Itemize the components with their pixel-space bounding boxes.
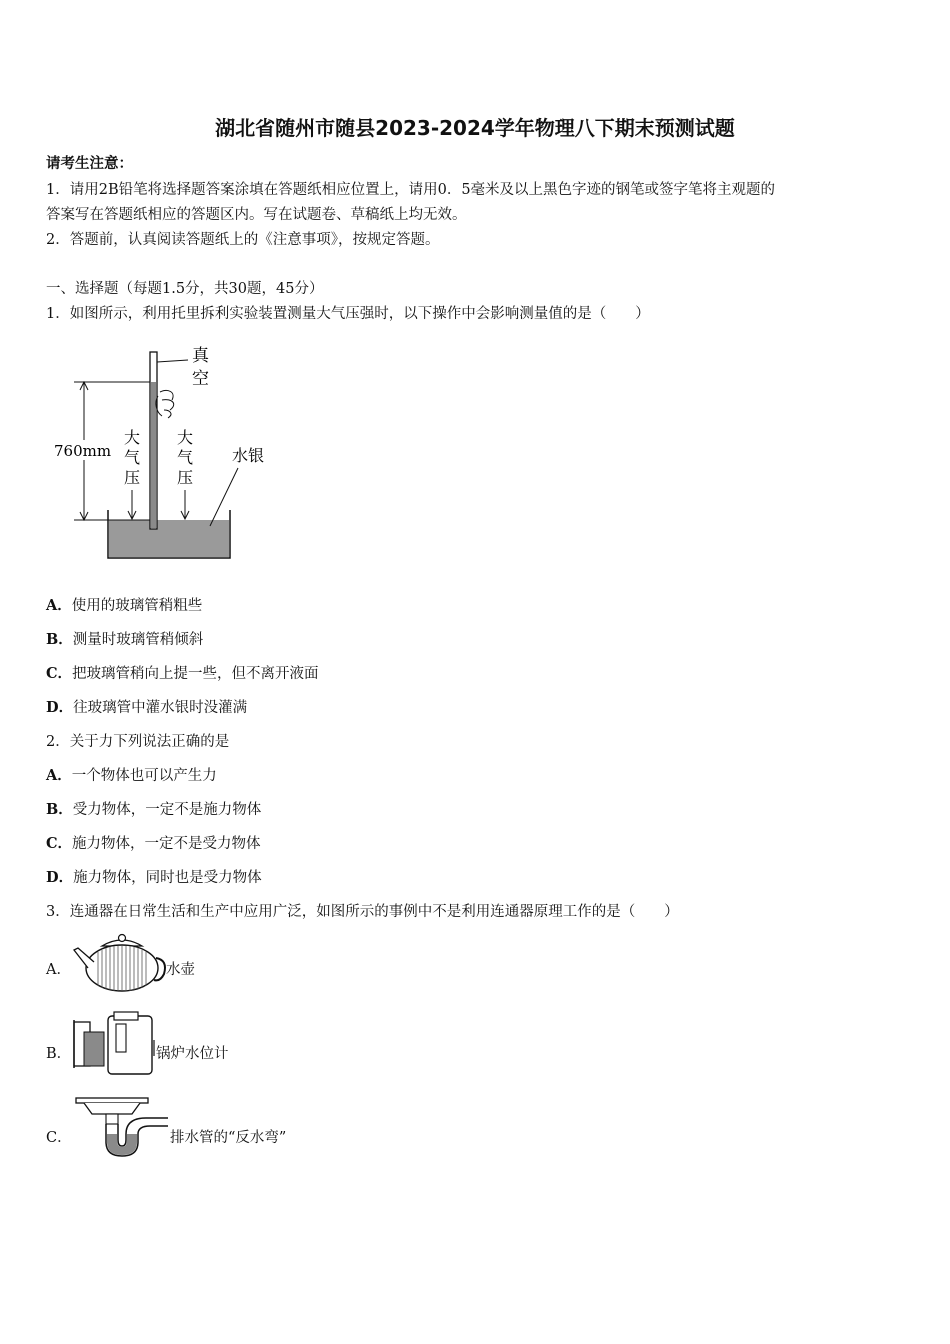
option-letter: B． (46, 631, 73, 648)
sink-trap-icon (72, 1094, 176, 1160)
option-text: 受力物体，一定不是施力物体 (72, 802, 262, 818)
question-3-stem: 3．连通器在日常生活和生产中应用广泛，如图所示的事例中不是利用连通器原理工作的是（ ） (46, 904, 679, 920)
vacuum-label-1: 真 (192, 346, 209, 366)
atm-left-1: 大 (124, 428, 141, 447)
atm-left-2: 气 (124, 448, 141, 467)
atm-right-1: 大 (177, 428, 194, 447)
mercury-in-dish (109, 520, 229, 557)
notice-item-1-line-2: 答案写在答题纸相应的答题区内。写在试题卷、草稿纸上均无效。 (46, 207, 467, 223)
option-text: 施力物体，一定不是受力物体 (72, 836, 261, 852)
q2-option-d[interactable] (46, 866, 262, 887)
question-2-stem: 2．关于力下列说法正确的是 (46, 734, 230, 750)
q2-option-c[interactable] (46, 832, 261, 853)
q2-option-a[interactable] (46, 764, 217, 785)
section-heading: 一、选择题（每题1.5分，共30题，45分） (46, 281, 324, 297)
boiler-gauge-icon (70, 1010, 158, 1076)
option-letter: D． (46, 869, 74, 886)
q3-option-a-letter[interactable]: A． (46, 962, 71, 978)
option-text: 使用的玻璃管稍粗些 (71, 598, 203, 614)
q1-option-a[interactable] (46, 594, 202, 615)
option-letter: D． (46, 699, 74, 716)
torricelli-figure (50, 340, 290, 565)
q3-option-b-letter[interactable]: B． (46, 1046, 72, 1062)
q2-option-b[interactable] (46, 798, 261, 819)
notice-item-2: 2．答题前，认真阅读答题纸上的《注意事项》，按规定答题。 (46, 232, 440, 248)
q1-option-b[interactable] (46, 628, 203, 649)
vacuum-label-2: 空 (192, 369, 209, 389)
q3-option-c-text: 排水管的“反水弯” (170, 1130, 287, 1146)
question-1-stem: 1．如图所示，利用托里拆利实验装置测量大气压强时，以下操作中会影响测量值的是（ ） (46, 306, 650, 322)
q3-option-b-text: 锅炉水位计 (156, 1046, 229, 1062)
option-text: 往玻璃管中灌水银时没灌满 (73, 700, 248, 716)
option-text: 施力物体，同时也是受力物体 (73, 870, 262, 886)
q1-option-d[interactable] (46, 696, 247, 717)
option-text: 把玻璃管稍向上提一些，但不离开液面 (72, 666, 319, 682)
option-text: 一个物体也可以产生力 (71, 768, 217, 784)
height-label: 760mm (54, 442, 112, 460)
atm-right-3: 压 (177, 468, 194, 487)
mercury-column (151, 382, 156, 528)
notice-heading: 请考生注意： (46, 155, 133, 172)
atm-left-3: 压 (124, 468, 141, 487)
option-text: 测量时玻璃管稍倾斜 (72, 632, 204, 648)
option-letter: B． (46, 801, 73, 818)
q3-option-c-letter[interactable]: C． (46, 1130, 72, 1146)
kettle-icon (72, 928, 168, 994)
hand-sketch (156, 390, 174, 418)
option-letter: A． (46, 767, 72, 784)
q3-option-a-text: 水壶 (166, 962, 195, 978)
option-letter: C． (46, 835, 73, 852)
notice-item-1-line-1: 1．请用2B铅笔将选择题答案涂填在答题纸相应位置上，请用0．5毫米及以上黑色字迹的钢笔或签字笔将主观题的 (46, 182, 776, 198)
page-title: 湖北省随州市随县2023-2024学年物理八下期末预测试题 (215, 116, 735, 140)
option-letter: A． (46, 597, 72, 614)
atm-right-2: 气 (177, 448, 194, 467)
mercury-label: 水银 (232, 446, 265, 465)
q1-option-c[interactable] (46, 662, 319, 683)
option-letter: C． (46, 665, 73, 682)
